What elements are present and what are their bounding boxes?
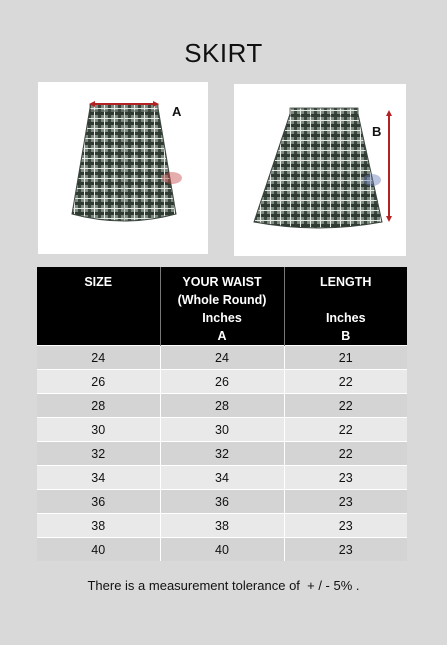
table-row	[37, 466, 407, 490]
size-column-header: SIZE	[37, 267, 160, 346]
waist-cell: 34	[160, 466, 284, 490]
table-row	[37, 514, 407, 538]
table-row	[37, 490, 407, 514]
size-cell: 38	[37, 514, 160, 538]
table-row	[37, 418, 407, 442]
length-column-header: LENGTH Inches B	[284, 267, 407, 346]
table-row	[37, 346, 407, 370]
size-cell: 26	[37, 370, 160, 394]
table-row	[37, 370, 407, 394]
skirt-front-photo	[38, 82, 208, 254]
length-cell: 23	[284, 490, 407, 514]
table-row	[37, 538, 407, 562]
waist-column-header: YOUR WAIST (Whole Round) Inches A	[160, 267, 284, 346]
size-chart-table	[37, 267, 407, 561]
length-cell: 22	[284, 394, 407, 418]
length-cell: 23	[284, 538, 407, 562]
page-title: SKIRT	[184, 38, 263, 68]
skirt-side-photo	[234, 84, 406, 256]
size-cell: 24	[37, 346, 160, 370]
size-cell: 40	[37, 538, 160, 562]
waist-cell: 30	[160, 418, 284, 442]
table-row	[37, 394, 407, 418]
waist-cell: 26	[160, 370, 284, 394]
length-marker-b: B	[372, 124, 382, 139]
table-header-row	[37, 267, 407, 346]
waist-cell: 28	[160, 394, 284, 418]
table-row	[37, 442, 407, 466]
size-cell: 28	[37, 394, 160, 418]
tolerance-note: There is a measurement tolerance of + / - 5% .	[87, 578, 360, 593]
waist-cell: 32	[160, 442, 284, 466]
length-cell: 22	[284, 418, 407, 442]
waist-cell: 38	[160, 514, 284, 538]
length-cell: 21	[284, 346, 407, 370]
length-cell: 23	[284, 514, 407, 538]
waist-cell: 24	[160, 346, 284, 370]
length-cell: 22	[284, 442, 407, 466]
size-cell: 36	[37, 490, 160, 514]
length-cell: 23	[284, 466, 407, 490]
waist-marker-a: A	[172, 104, 182, 119]
size-cell: 30	[37, 418, 160, 442]
size-cell: 32	[37, 442, 160, 466]
size-cell: 34	[37, 466, 160, 490]
waist-cell: 36	[160, 490, 284, 514]
length-cell: 22	[284, 370, 407, 394]
waist-cell: 40	[160, 538, 284, 562]
